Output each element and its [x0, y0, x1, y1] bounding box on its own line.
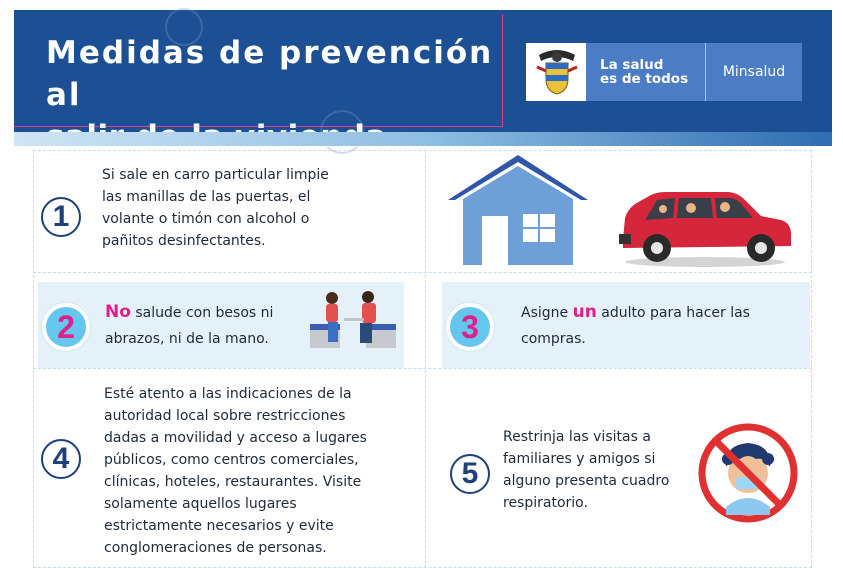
car-icon	[615, 190, 795, 268]
item-5-line: Restrinja las visitas a	[503, 429, 651, 445]
house-icon	[445, 152, 590, 268]
item-1-line: las manillas de las puertas, el	[102, 189, 311, 205]
item-4-line: autoridad local sobre restricciones	[104, 408, 346, 424]
people-meeting-icon	[308, 288, 400, 354]
item-3-text	[521, 301, 801, 350]
ministry-label: Minsalud	[722, 64, 786, 80]
item-2-line-1: salude con besos ni	[130, 305, 274, 321]
step-number-4: 4	[41, 439, 81, 479]
header-gradient-strip	[14, 132, 832, 146]
item-4-line: públicos, como centros comerciales,	[104, 452, 359, 468]
item-5-line: familiares y amigos si	[503, 451, 656, 467]
step-number-2: 2	[42, 303, 90, 351]
item-4-line: Esté atento a las indicaciones de la	[104, 386, 352, 402]
item-2-highlight: No	[105, 302, 131, 322]
item-5-text	[503, 426, 703, 514]
item-4-line: conglomeraciones de personas.	[104, 540, 327, 556]
step-number-5: 5	[450, 454, 490, 494]
row-divider	[33, 368, 812, 369]
item-4-line: solamente aquellos lugares	[104, 496, 297, 512]
item-1-line: pañitos desinfectantes.	[102, 233, 266, 249]
item-3-pre: Asigne	[521, 305, 573, 321]
logo-slogan-line-1: La salud	[600, 57, 664, 73]
item-3-post: adulto para hacer las	[596, 305, 750, 321]
logo-slogan-line-2: es de todos	[600, 71, 689, 87]
item-2-line	[105, 301, 305, 324]
column-divider	[425, 150, 426, 568]
sick-person-prohibited-icon	[698, 423, 798, 523]
row-divider	[33, 272, 812, 273]
item-4-line: clínicas, hoteles, restaurantes. Visite	[104, 474, 362, 490]
item-2-line-2: abrazos, ni de la mano.	[105, 331, 269, 347]
item-1-text	[102, 164, 412, 252]
item-5-line: alguno presenta cuadro	[503, 473, 670, 489]
item-1-line: volante o timón con alcohol o	[102, 211, 310, 227]
item-3-line	[521, 301, 801, 324]
item-3-highlight: un	[572, 302, 597, 322]
coat-of-arms-icon	[535, 47, 579, 97]
item-5-line: respiratorio.	[503, 495, 588, 511]
step-number-3: 3	[446, 303, 494, 351]
item-1-line: Si sale en carro particular limpie	[102, 167, 329, 183]
item-3-line-2: compras.	[521, 331, 586, 347]
item-4-line: estrictamente necesarios y evite	[104, 518, 334, 534]
logo-slogan	[600, 58, 688, 86]
item-4-text	[104, 383, 419, 559]
step-number-1: 1	[41, 197, 81, 237]
item-4-line: dadas a movilidad y acceso a lugares	[104, 430, 367, 446]
title-line-1: Medidas de prevención al	[46, 35, 494, 113]
item-2-text	[105, 301, 305, 350]
